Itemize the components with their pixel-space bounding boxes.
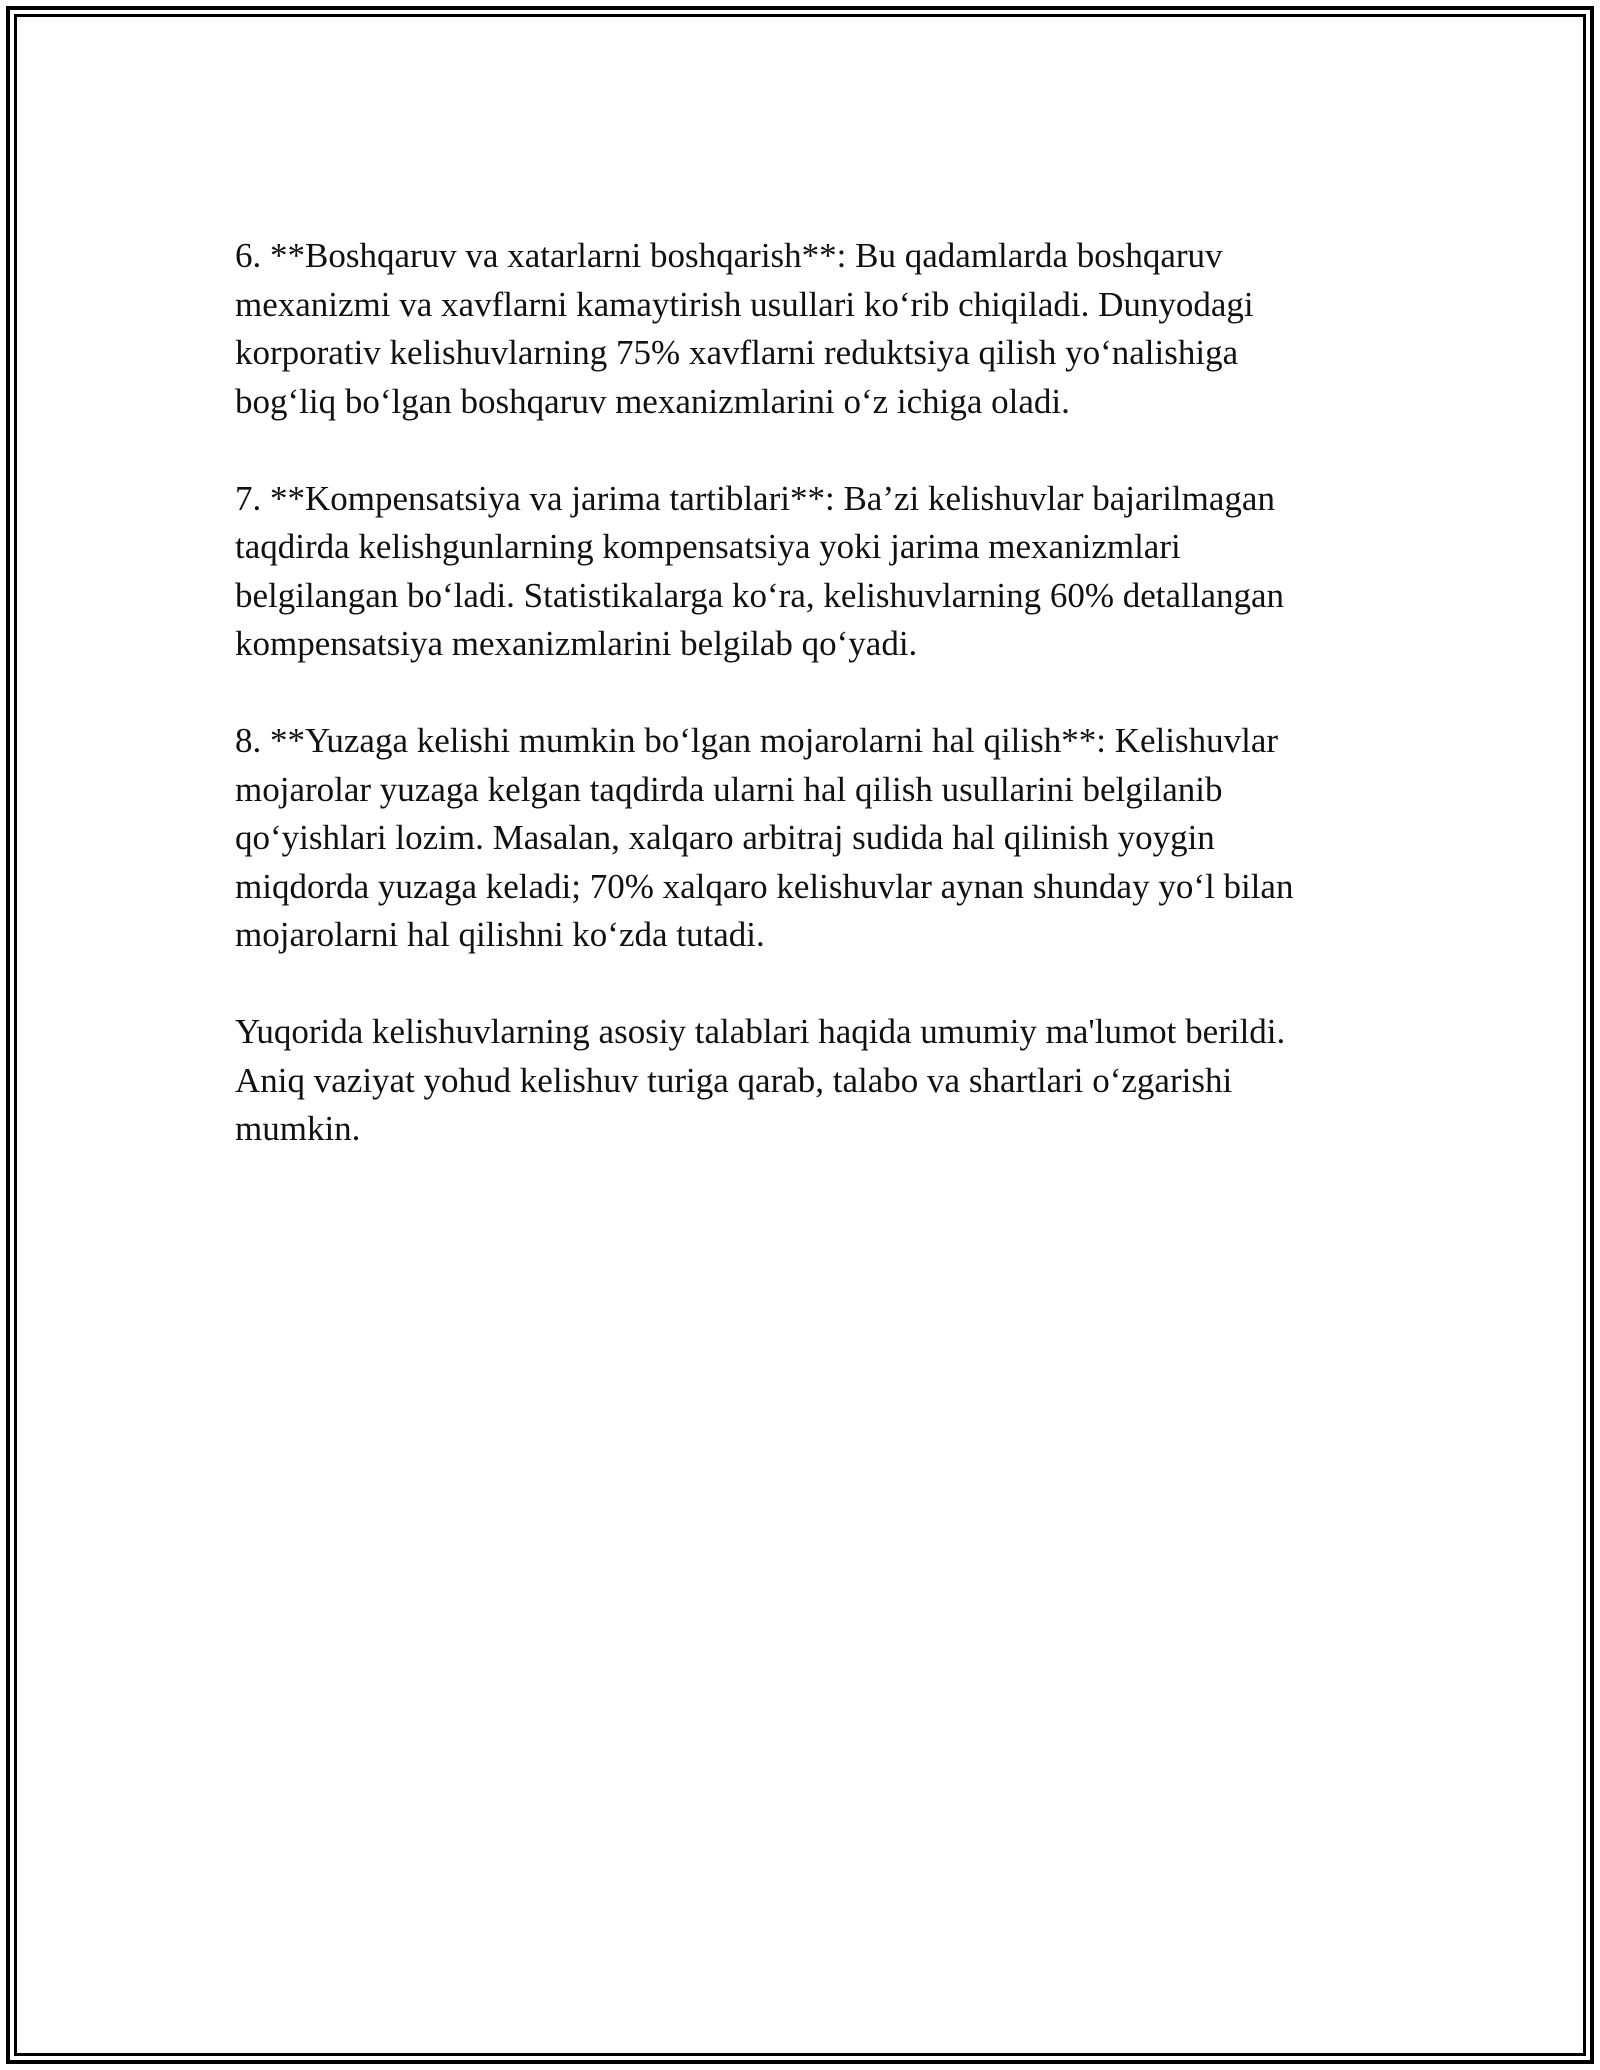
paragraph-summary: Yuqorida kelishuvlarning asosiy talablari haqida umumiy ma'lumot berildi. Aniq vaziyat yohud kelishuv turiga qarab, talabo va shartlari oʻzgarishi mumkin.	[235, 1012, 1286, 1148]
paragraph-item-8: 8. **Yuzaga kelishi mumkin boʻlgan mojarolarni hal qilish**: Kelishuvlar mojarolar yuzaga kelgan taqdirda ularni hal qilish usullarini belgilanib qoʻyishlari lozim. Masalan, xalqaro arbitraj sudida hal qilinish yoygin miqdorda yuzaga keladi; 70% xalqaro kelishuvlar aynan shunday yoʻl bilan mojarolarni hal qilishni koʻzda tutadi.	[235, 721, 1294, 954]
paragraph-item-6: 6. **Boshqaruv va xatarlarni boshqarish**: Bu qadamlarda boshqaruv mexanizmi va xavflarni kamaytirish usullari koʻrib chiqiladi. Dunyodagi korporativ kelishuvlarning 75% xavflarni reduktsiya qilish yoʻnalishiga bogʻliq boʻlgan boshqaruv mexanizmlarini oʻz ichiga oladi.	[235, 236, 1254, 421]
paragraph-item-7: 7. **Kompensatsiya va jarima tartiblari**: Ba’zi kelishuvlar bajarilmagan taqdirda kelishgunlarning kompensatsiya yoki jarima mexanizmlari belgilangan boʻladi. Statistikalarga koʻra, kelishuvlarning 60% detallangan kompensatsiya mexanizmlarini belgilab qoʻyadi.	[235, 478, 1285, 663]
document-body	[235, 232, 1395, 1202]
